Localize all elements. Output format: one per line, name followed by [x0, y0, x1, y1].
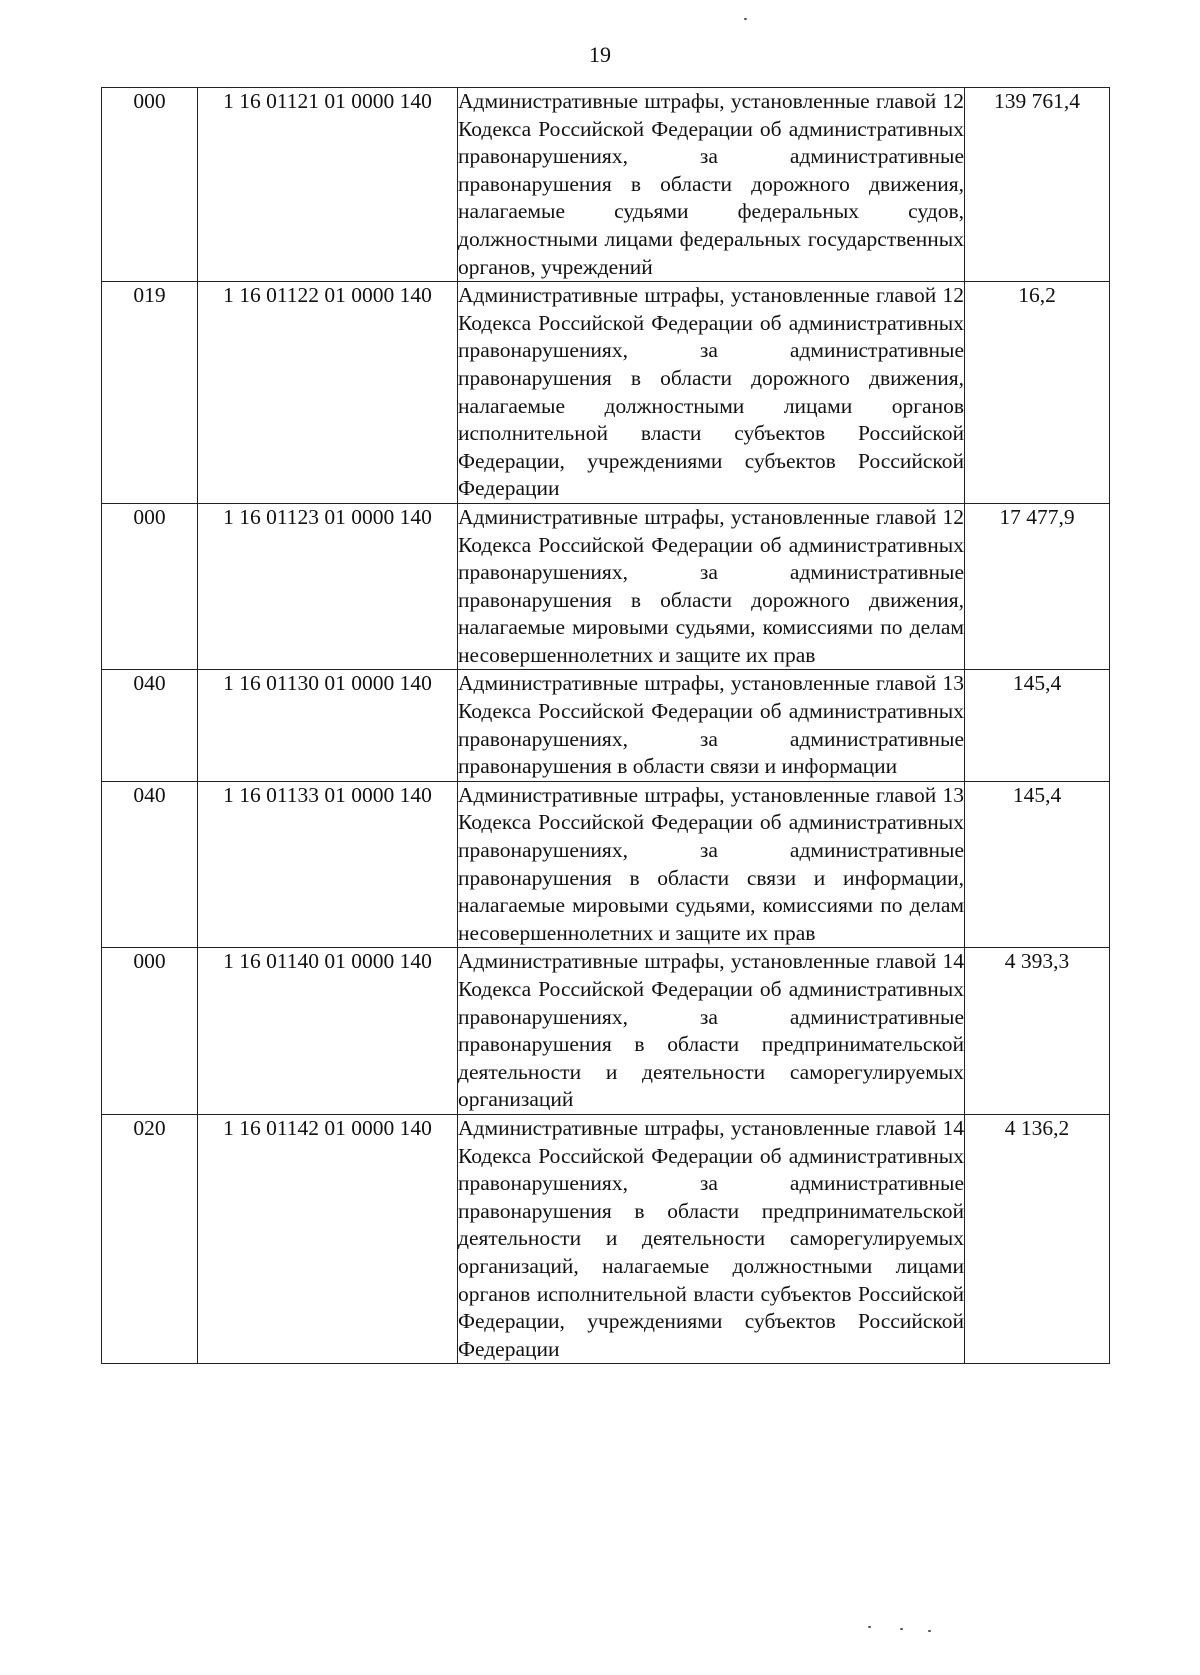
income-name-cell: Административные штрафы, установленные главой 12 Кодекса Российской Федерации об административных правонарушениях, за административные правонарушения в области дорожного движения, налагаемые мировыми судьями, комиссиями по делам несовершеннолетних и защите их прав — [458, 503, 965, 670]
admin-code-cell: 019 — [102, 282, 198, 504]
admin-code-cell: 040 — [102, 781, 198, 948]
revenue-table — [101, 87, 1110, 1364]
income-code-cell: 1 16 01121 01 0000 140 — [198, 88, 458, 282]
admin-code-cell: 040 — [102, 670, 198, 781]
income-code-cell: 1 16 01130 01 0000 140 — [198, 670, 458, 781]
scan-speck — [744, 18, 747, 20]
amount-cell: 17 477,9 — [965, 503, 1110, 670]
amount-cell: 139 761,4 — [965, 88, 1110, 282]
page-number: 19 — [589, 42, 611, 67]
income-name-cell: Административные штрафы, установленные главой 12 Кодекса Российской Федерации об административных правонарушениях, за административные правонарушения в области дорожного движения, налагаемые судьями федеральных судов, должностными лицами федеральных государственных органов, учреждений — [458, 88, 965, 282]
income-code-cell: 1 16 01142 01 0000 140 — [198, 1114, 458, 1363]
income-name-cell: Административные штрафы, установленные главой 12 Кодекса Российской Федерации об административных правонарушениях, за административные правонарушения в области дорожного движения, налагаемые должностными лицами органов исполнительной власти субъектов Российской Федерации, учреждениями субъектов Российской Федерации — [458, 282, 965, 504]
amount-cell: 4 136,2 — [965, 1114, 1110, 1363]
income-name-cell: Административные штрафы, установленные главой 13 Кодекса Российской Федерации об административных правонарушениях, за административные правонарушения в области связи и информации, налагаемые мировыми судьями, комиссиями по делам несовершеннолетних и защите их прав — [458, 781, 965, 948]
table-row — [102, 781, 1110, 948]
table-row — [102, 282, 1110, 504]
amount-cell: 145,4 — [965, 781, 1110, 948]
income-name-cell: Административные штрафы, установленные главой 13 Кодекса Российской Федерации об административных правонарушениях, за административные правонарушения в области связи и информации — [458, 670, 965, 781]
admin-code-cell: 000 — [102, 88, 198, 282]
amount-cell: 16,2 — [965, 282, 1110, 504]
income-code-cell: 1 16 01122 01 0000 140 — [198, 282, 458, 504]
admin-code-cell: 020 — [102, 1114, 198, 1363]
income-name-cell: Административные штрафы, установленные главой 14 Кодекса Российской Федерации об административных правонарушениях, за административные правонарушения в области предпринимательской деятельности и деятельности саморегулируемых организаций — [458, 948, 965, 1115]
amount-cell: 145,4 — [965, 670, 1110, 781]
table-row — [102, 670, 1110, 781]
scan-speck — [868, 1626, 871, 1628]
table-row — [102, 1114, 1110, 1363]
income-code-cell: 1 16 01133 01 0000 140 — [198, 781, 458, 948]
scan-speck — [900, 1628, 903, 1630]
income-name-cell: Административные штрафы, установленные главой 14 Кодекса Российской Федерации об административных правонарушениях, за административные правонарушения в области предпринимательской деятельности и деятельности саморегулируемых организаций, налагаемые должностными лицами органов исполнительной власти субъектов Российской Федерации, учреждениями субъектов Российской Федерации — [458, 1114, 965, 1363]
admin-code-cell: 000 — [102, 948, 198, 1115]
table-row — [102, 88, 1110, 282]
table-row — [102, 503, 1110, 670]
table-row — [102, 948, 1110, 1115]
admin-code-cell: 000 — [102, 503, 198, 670]
income-code-cell: 1 16 01140 01 0000 140 — [198, 948, 458, 1115]
scan-speck — [928, 1630, 931, 1632]
income-code-cell: 1 16 01123 01 0000 140 — [198, 503, 458, 670]
amount-cell: 4 393,3 — [965, 948, 1110, 1115]
